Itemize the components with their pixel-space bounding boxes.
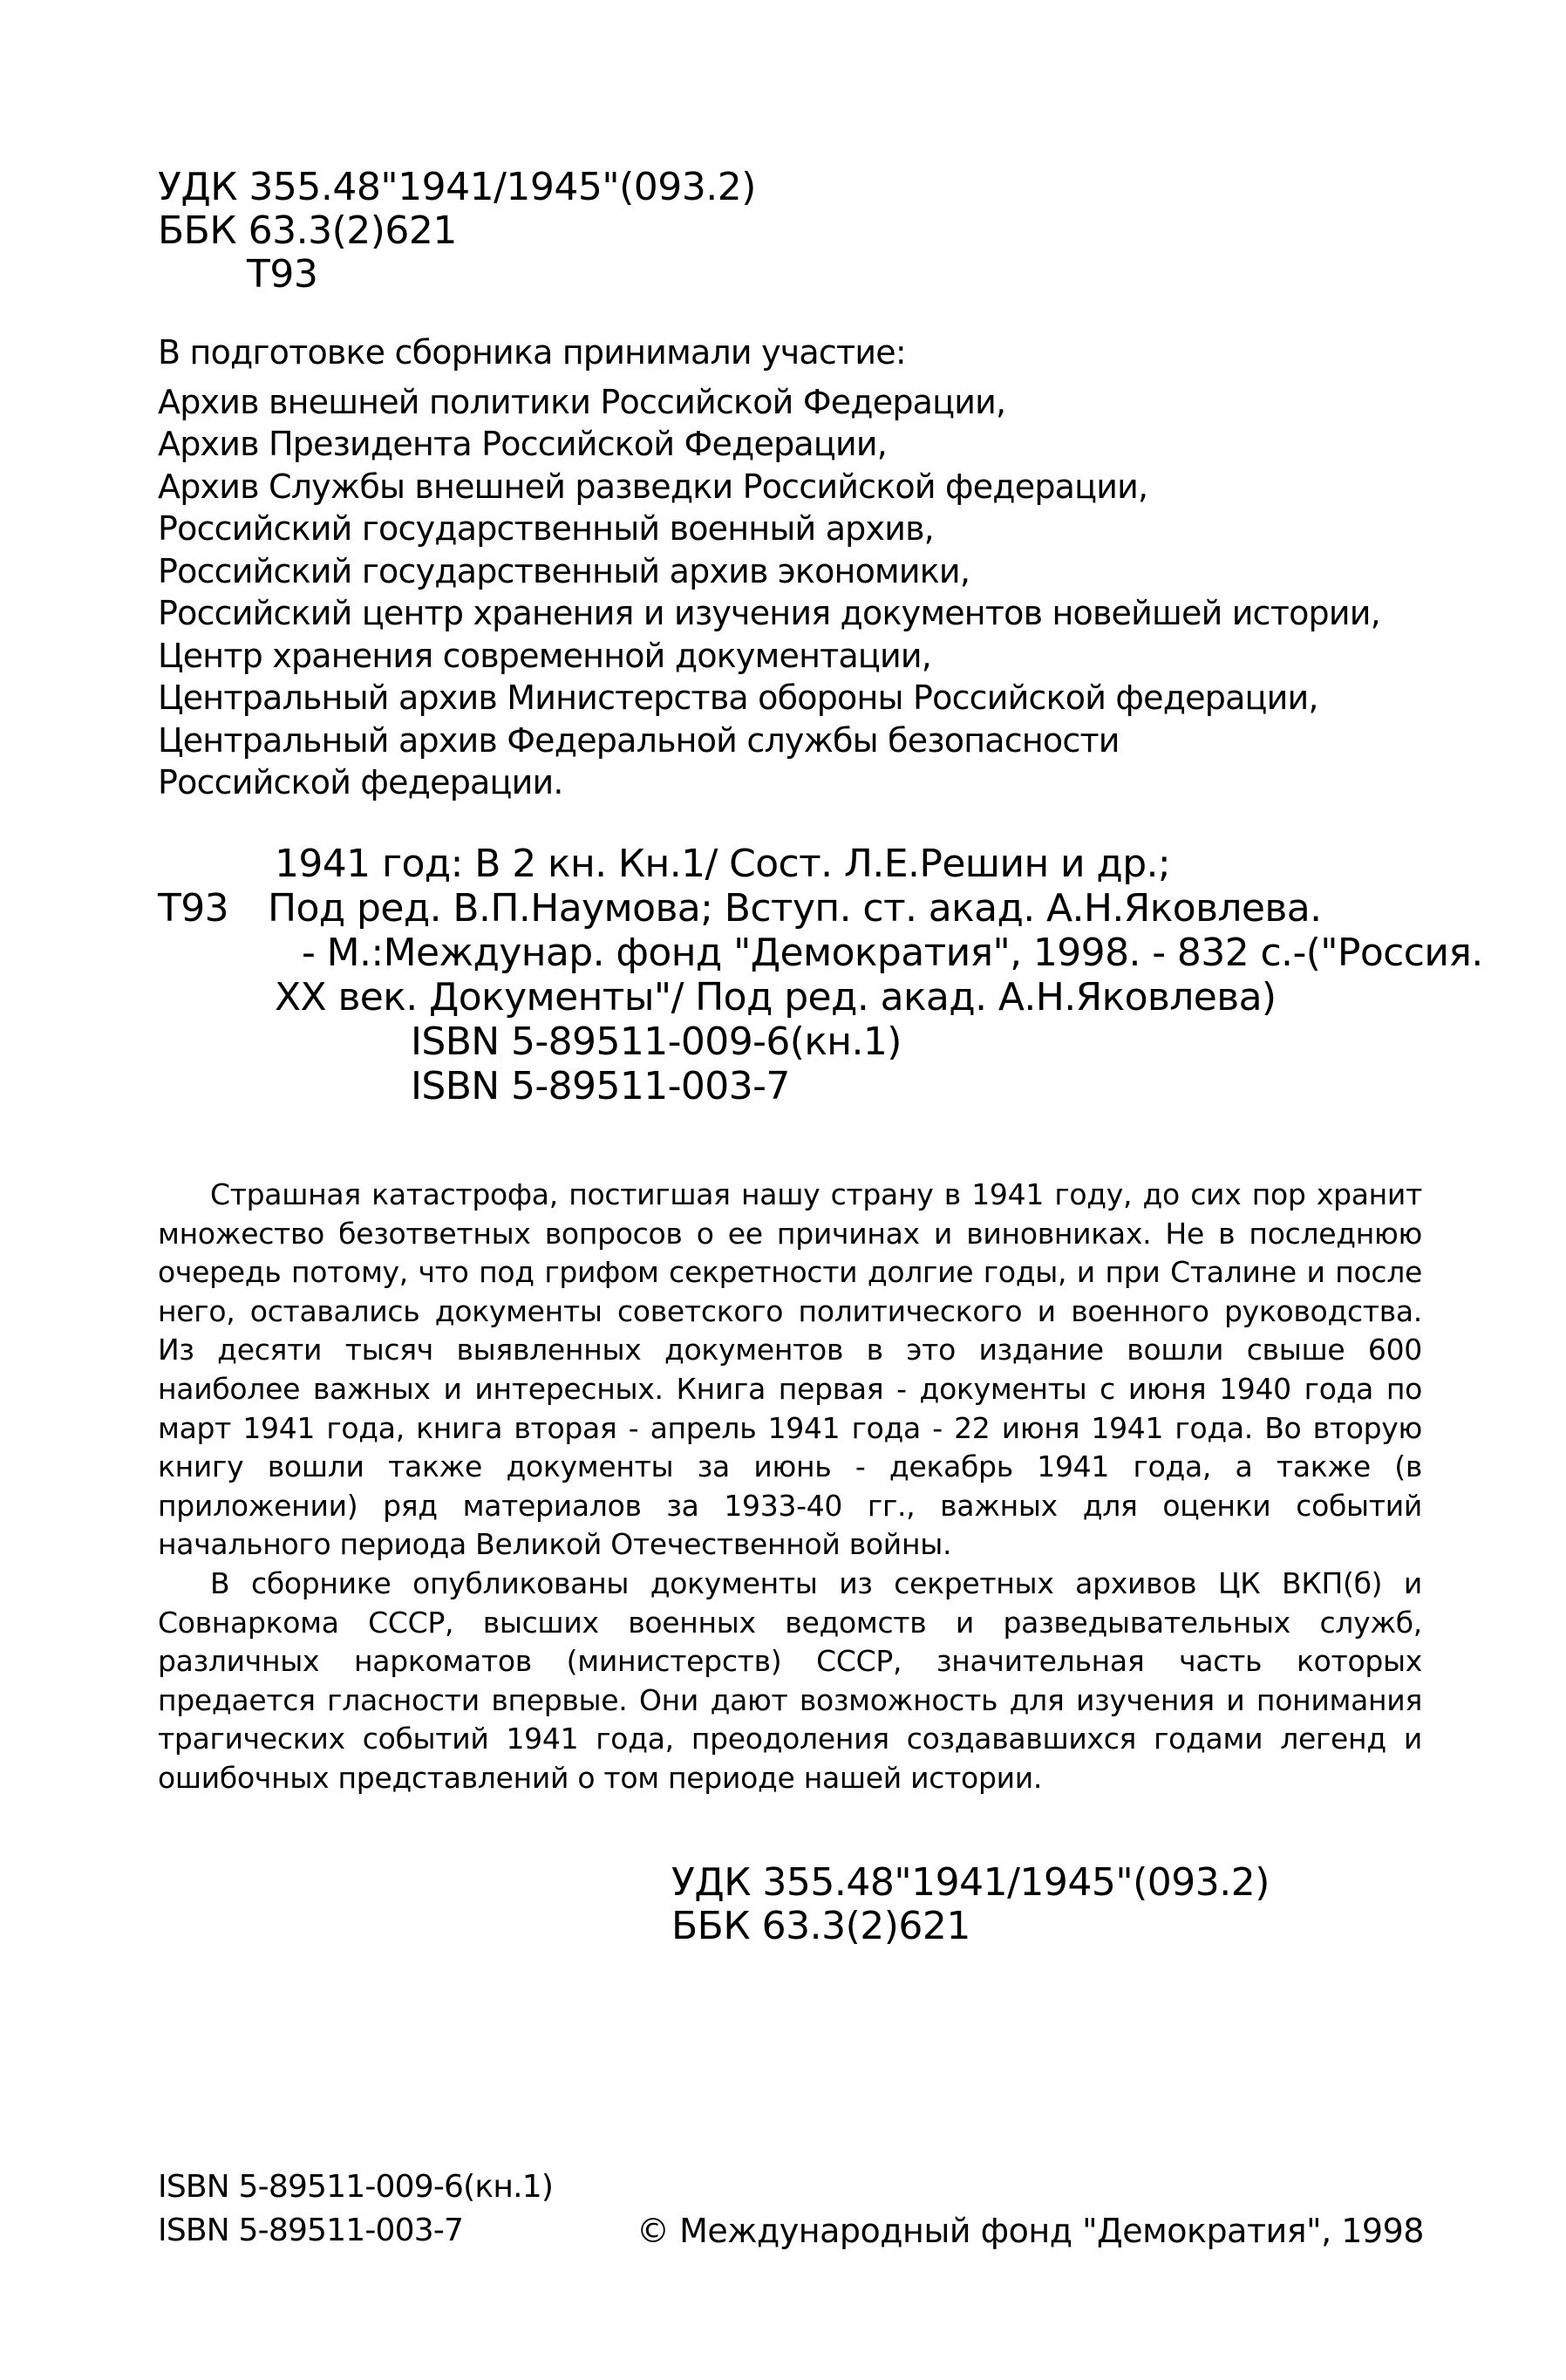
- catalog-author-mark: Т93: [158, 886, 229, 931]
- participant-item: Российский государственный архив экономики,: [158, 551, 970, 590]
- catalog-series-line: XX век. Документы"/ Под ред. акад. А.Н.Яковлева): [275, 975, 1277, 1020]
- participant-item: Архив внешней политики Российской Федерации,: [158, 382, 1006, 421]
- bottom-bbk-code: ББК 63.3(2)621: [671, 1904, 970, 1948]
- footer-isbn-set: ISBN 5-89511-003-7: [158, 2213, 464, 2248]
- catalog-isbn-set: ISBN 5-89511-003-7: [411, 1064, 790, 1108]
- bbk-code: ББК 63.3(2)621: [158, 208, 457, 253]
- catalog-isbn-volume: ISBN 5-89511-009-6(кн.1): [411, 1020, 902, 1064]
- catalog-title-line: 1941 год: В 2 кн. Кн.1/ Сост. Л.Е.Решин и др.;: [275, 842, 1171, 886]
- footer-isbn-volume: ISBN 5-89511-009-6(кн.1): [158, 2169, 554, 2205]
- footer-isbn: [158, 2165, 553, 2253]
- participant-item: Архив Президента Российской Федерации,: [158, 425, 888, 463]
- participant-item: Российской федерации.: [158, 763, 563, 801]
- catalog-publisher-line: - М.:Междунар. фонд "Демократия", 1998. - 832 с.-("Россия.: [302, 931, 1483, 975]
- annotation: [158, 1176, 1422, 1798]
- participant-item: Архив Службы внешней разведки Российской федерации,: [158, 467, 1148, 506]
- catalog-editor-line: Под ред. В.П.Наумова; Вступ. ст. акад. А.Н.Яковлева.: [268, 886, 1322, 931]
- participant-item: Российский центр хранения и изучения документов новейшей истории,: [158, 594, 1380, 632]
- udk-code: УДК 355.48"1941/1945"(093.2): [158, 165, 756, 209]
- bottom-udk-code: УДК 355.48"1941/1945"(093.2): [671, 1860, 1270, 1905]
- participants-section: [158, 331, 1380, 804]
- participant-item: Российский государственный военный архив,: [158, 509, 934, 548]
- participants-intro: В подготовке сборника принимали участие:: [158, 333, 906, 372]
- copyright-notice: [637, 2209, 1424, 2253]
- participant-item: Центр хранения современной документации,: [158, 636, 932, 675]
- author-mark: Т93: [247, 252, 318, 297]
- annotation-paragraph-2: В сборнике опубликованы документы из секретных архивов ЦК ВКП(б) и Совнаркома СССР, высших военных ведомств и разведывательных служб, различных наркоматов (министерств) СССР, значительная часть которых предается гласности впервые. Они дают возможность для изучения и понимания трагических событий 1941 года, преодоления создававшихся годами легенд и ошибочных представлений о том периоде нашей истории.: [158, 1565, 1422, 1795]
- top-classification-codes: [158, 166, 756, 297]
- copyright-text: © Международный фонд "Демократия", 1998: [637, 2212, 1424, 2250]
- bottom-classification-codes: [671, 1861, 1270, 1948]
- participant-item: Центральный архив Министерства обороны Российской федерации,: [158, 679, 1318, 717]
- annotation-paragraph-1: Страшная катастрофа, постигшая нашу страну в 1941 году, до сих пор хранит множество безответных вопросов о ее причинах и виновниках. Не в последнюю очередь потому, что под грифом секретности долгие годы, и при Сталине и после него, оставались документы советского политического и военного руководства. Из десяти тысяч выявленных документов в это издание вошли свыше 600 наиболее важных и интересных. Книга первая - документы с июня 1940 года по март 1941 года, книга вторая - апрель 1941 года - 22 июня 1941 года. Во вторую книгу вошли также документы за июнь - декабрь 1941 года, а также (в приложении) ряд материалов за 1933-40 гг., важных для оценки событий начального периода Великой Отечественной войны.: [158, 1177, 1422, 1562]
- catalog-card: [158, 842, 1483, 1108]
- participant-item: Центральный архив Федеральной службы безопасности: [158, 720, 1120, 760]
- catalog-editor-row: [158, 886, 1483, 931]
